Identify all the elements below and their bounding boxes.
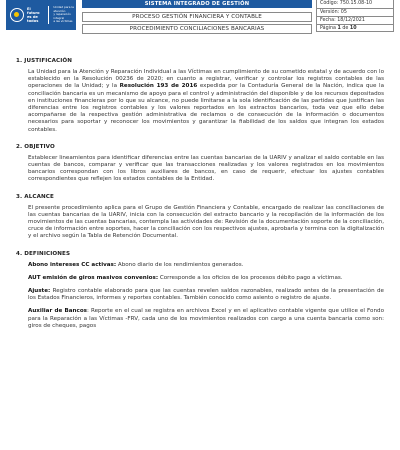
paragraph-objetivo: Establecer lineamientos para identificar diferencias entre las cuentas bancarias de la UARIV y analizar el saldo contable en las cuentas de bancos, comparar y verificar que las transacciones realizadas y los valores registrados en los movimientos bancarios correspondan con los libros auxiliares de bancos, en caso de requerir, efectuar los ajustes contables correspondientes que reflejen los estados contables de la Entidad. xyxy=(28,154,384,183)
institution-logo xyxy=(6,0,76,30)
document-body xyxy=(16,58,384,336)
paragraph-alcance: El presente procedimiento aplica para el Grupo de Gestión Financiera y Contable, encargado de realizar las conciliaciones de las cuentas bancarias de la UARIV, inicia con la consecución del extracto bancario y la recopilación de la información de los movimientos de las cuentas bancarias, contempla las actividades de: Revisión de la documentación soporte de la conciliación, cruce de información entre soportes, hacer la conciliación con los respectivos ajustes, aprobarla y termina con la digitalización y el archivo según la Tabla de Retención Documental. xyxy=(28,204,384,240)
logo-line2: es de todos xyxy=(27,15,39,24)
logo-line1: El futuro xyxy=(27,6,40,15)
logo-emblem-icon xyxy=(10,8,24,22)
paragraph-justificacion: La Unidad para la Atención y Reparación Individual a las Víctimas en cumplimiento de su cometido estatal y de acuerdo con lo establecido en la Resolución 00236 de 2020; en cuanto a registrar, verificar y controlar los registros contables de las operaciones de la Unidad; y la Resolución 193 de 2016 expedida por la Contaduría General de la Nación, indica que la conciliación bancaria es un mecanismo de apoyo para el control y administración del disponible y de los recursos depositados en instituciones financieras por lo que su alcance, no puede limitarse a la sola identificación de las partidas que justifican las diferencias entre los registros contables y los valores reportados en los extractos bancarios, toda vez que ello debe acompañarse de la respectiva gestión administrativa de reclamos o de consecución de la información o documentos necesarios para soportar y reconocer los movimientos y garantizar la fiabilidad de los saldos que integran los estados contables. xyxy=(28,69,385,133)
process-name: PROCESO GESTIÓN FINANCIERA Y CONTABLE xyxy=(82,12,312,22)
meta-date: Fecha: 18/12/2021 xyxy=(316,16,394,24)
section-heading-objetivo: 2. OBJETIVO xyxy=(16,143,55,150)
meta-code: Código: 750.15.08-10 xyxy=(316,0,394,8)
logo-slogan xyxy=(27,7,43,24)
section-heading-justificacion: 1. JUSTIFICACIÓN xyxy=(16,58,73,64)
procedure-name: PROCEDIMIENTO CONCILIACIONES BANCARIAS xyxy=(82,24,312,34)
meta-version: Versión: 05 xyxy=(316,8,394,16)
definition-item: Ajuste: Registro contable elaborado para que las cuentas revelen saldos razonables, realizado antes de la presentación de los Estados Financieros, informes y reportes contables. También conocido como asiento o registro de ajuste. xyxy=(28,288,384,302)
meta-page: Página 1 de 10 xyxy=(316,24,394,32)
section-heading-definiciones: 4. DEFINICIONES xyxy=(16,250,71,257)
logo-org-line1: Unidad para la atención xyxy=(53,5,74,13)
logo-org xyxy=(53,6,76,23)
document-metadata xyxy=(316,0,394,32)
system-title: SISTEMA INTEGRADO DE GESTIÓN xyxy=(82,0,312,8)
definition-item: Abono intereses CC activas: Abono diario de los rendimientos generados. xyxy=(28,261,244,268)
definition-item: Auxiliar de Bancos: Reporte en el cual se registra en archivos Excel y en el aplicativo contable vigente que utilice el Fondo para la Reparación a las Víctimas -FRV, cada uno de los movimientos realizados con cargo a una cuenta bancaria como son: giros de cheques, pagos xyxy=(28,308,384,329)
definition-item: AUT emisión de giros masivos convenios: Corresponde a los oficios de los procesos débito pago a víctimas. xyxy=(28,274,343,281)
section-heading-alcance: 3. ALCANCE xyxy=(16,193,54,200)
logo-org-line3: a las víctimas xyxy=(53,19,73,24)
document-header xyxy=(6,0,394,40)
logo-org-line2: y reparación integral xyxy=(53,12,71,20)
